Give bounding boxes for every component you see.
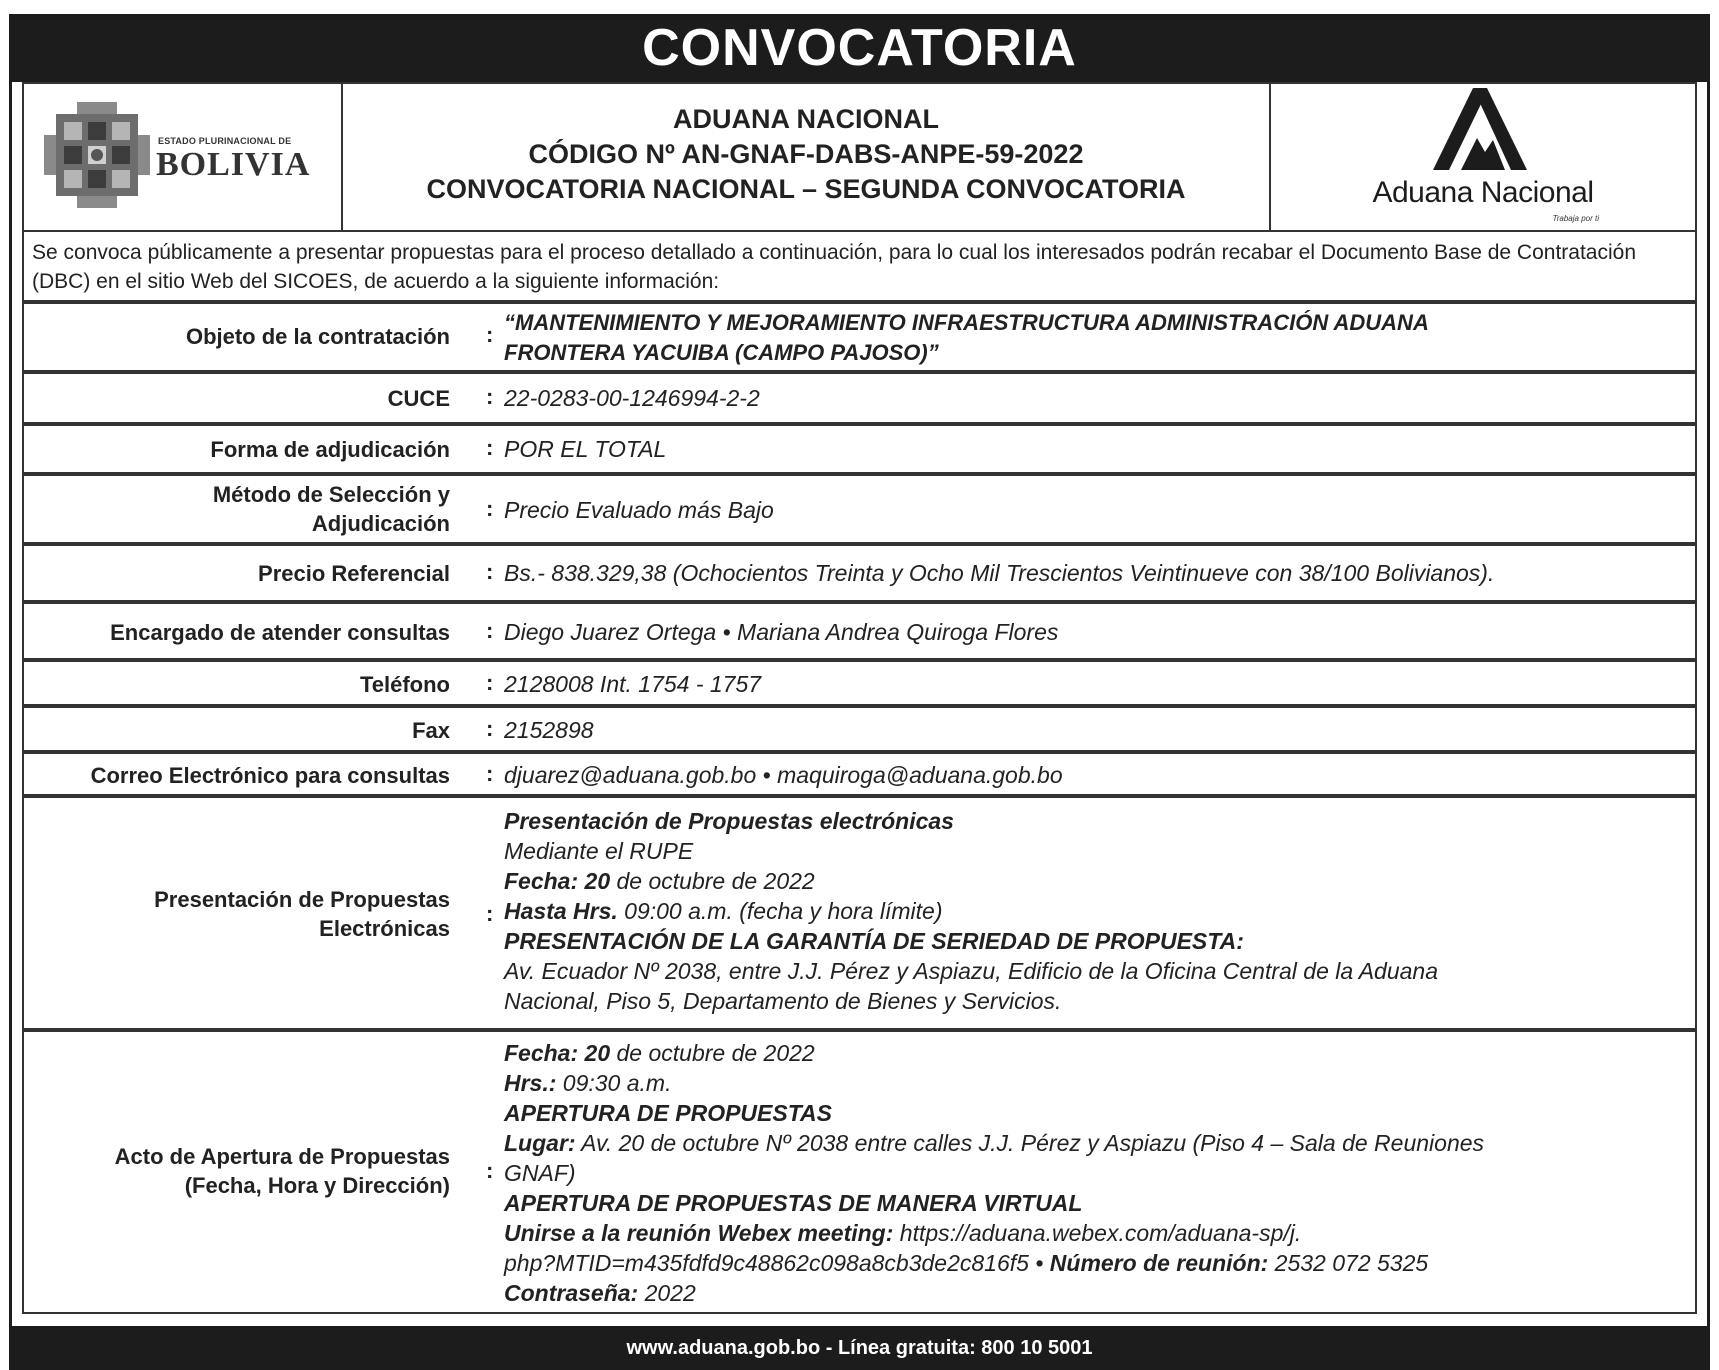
colon: : xyxy=(486,901,494,926)
apertura-webex-2: php?MTID=m435fdfd9c48862c098a8cb3de2c816f5 • Número de reunión: 2532 072 5325 xyxy=(504,1250,1429,1276)
intro-text: Se convoca públicamente a presentar propuestas para el proceso detallado a continuación, para lo cual los interesados podrán recabar el Documento Base de Contratación (DBC) en el sitio Web del SICOES, de acuerdo a la siguiente información: xyxy=(22,232,1697,302)
colon: : xyxy=(486,559,494,584)
row-objeto xyxy=(22,302,1697,372)
apertura-value xyxy=(504,1038,1689,1308)
objeto-value-line-2: FRONTERA YACUIBA (CAMPO PAJOSO)” xyxy=(504,340,939,365)
apertura-fecha: Fecha: 20 de octubre de 2022 xyxy=(504,1040,815,1066)
bolivia-big-text: BOLIVIA xyxy=(156,146,311,183)
colon: : xyxy=(486,618,494,643)
fax-label: Fax xyxy=(412,718,450,743)
row-correo xyxy=(22,752,1697,796)
metodo-label-line-1: Método de Selección y xyxy=(212,482,450,507)
header-box xyxy=(22,82,1697,232)
row-fax xyxy=(22,706,1697,752)
apertura-label-line-2: (Fecha, Hora y Dirección) xyxy=(184,1173,450,1198)
colon: : xyxy=(486,716,494,741)
presentacion-label-line-1: Presentación de Propuestas xyxy=(154,887,450,912)
apertura-heading-1: APERTURA DE PROPUESTAS xyxy=(504,1100,833,1126)
row-metodo xyxy=(22,474,1697,544)
row-cuce xyxy=(22,372,1697,424)
colon: : xyxy=(486,1158,494,1183)
presentacion-value xyxy=(504,806,1689,1016)
presentacion-hasta: Hasta Hrs. 09:00 a.m. (fecha y hora límite) xyxy=(504,898,943,924)
presentacion-fecha: Fecha: 20 de octubre de 2022 xyxy=(504,868,815,894)
cuce-value: 22-0283-00-1246994-2-2 xyxy=(504,385,760,411)
colon: : xyxy=(486,496,494,521)
objeto-label: Objeto de la contratación xyxy=(185,324,450,349)
presentacion-garantia: PRESENTACIÓN DE LA GARANTÍA DE SERIEDAD DE PROPUESTA: xyxy=(504,928,1244,954)
apertura-heading-2: APERTURA DE PROPUESTAS DE MANERA VIRTUAL xyxy=(504,1190,1083,1216)
apertura-lugar: Lugar: Av. 20 de octubre Nº 2038 entre calles J.J. Pérez y Aspiazu (Piso 4 – Sala de Reuniones xyxy=(504,1130,1485,1156)
telefono-value: 2128008 Int. 1754 - 1757 xyxy=(504,671,762,697)
precio-value: Bs.- 838.329,38 (Ochocientos Treinta y Ocho Mil Trescientos Veintinueve con 38/100 Bolivianos). xyxy=(504,560,1495,586)
bolivia-emblem-icon xyxy=(42,100,152,210)
header-line-2: CÓDIGO Nº AN-GNAF-DABS-ANPE-59-2022 xyxy=(528,139,1084,169)
header-line-1: ADUANA NACIONAL xyxy=(673,104,939,134)
header-text xyxy=(343,102,1269,207)
aduana-tagline: Trabaja por ti xyxy=(1552,214,1599,223)
metodo-value: Precio Evaluado más Bajo xyxy=(504,497,774,523)
row-forma xyxy=(22,424,1697,474)
colon: : xyxy=(486,384,494,409)
footer-text[interactable]: www.aduana.gob.bo - Línea gratuita: 800 10 5001 xyxy=(626,1337,1093,1359)
bolivia-small-text: ESTADO PLURINACIONAL DE xyxy=(158,136,292,146)
telefono-label: Teléfono xyxy=(359,672,450,697)
footer-bar xyxy=(9,1326,1710,1370)
row-apertura xyxy=(22,1030,1697,1314)
fax-value: 2152898 xyxy=(504,717,594,743)
row-presentacion xyxy=(22,796,1697,1030)
forma-label: Forma de adjudicación xyxy=(210,437,450,462)
correo-value: djuarez@aduana.gob.bo • maquiroga@aduana.gob.bo xyxy=(504,762,1063,788)
page-title: CONVOCATORIA xyxy=(642,19,1077,77)
metodo-label-line-2: Adjudicación xyxy=(311,511,450,536)
apertura-webex: Unirse a la reunión Webex meeting: https://aduana.webex.com/aduana-sp/j. xyxy=(504,1220,1302,1246)
row-telefono xyxy=(22,660,1697,706)
encargado-label: Encargado de atender consultas xyxy=(110,620,450,645)
colon: : xyxy=(486,435,494,460)
presentacion-rupe: Mediante el RUPE xyxy=(504,838,694,864)
bolivia-logo xyxy=(42,96,332,216)
apertura-label xyxy=(24,1142,450,1200)
correo-label: Correo Electrónico para consultas xyxy=(90,763,450,788)
apertura-label-line-1: Acto de Apertura de Propuestas xyxy=(114,1144,450,1169)
presentacion-heading: Presentación de Propuestas electrónicas xyxy=(504,808,954,834)
row-encargado xyxy=(22,602,1697,660)
webex-link[interactable]: https://aduana.webex.com/aduana-sp/j. xyxy=(893,1220,1302,1246)
colon: : xyxy=(486,761,494,786)
presentacion-direccion-1: Av. Ecuador Nº 2038, entre J.J. Pérez y Aspiazu, Edificio de la Oficina Central de la Aduana xyxy=(504,958,1439,984)
apertura-hrs: Hrs.: 09:30 a.m. xyxy=(504,1070,672,1096)
apertura-lugar-2: GNAF) xyxy=(504,1160,576,1186)
forma-value: POR EL TOTAL xyxy=(504,436,667,462)
colon: : xyxy=(486,322,494,347)
objeto-value xyxy=(504,308,1689,368)
aduana-name: Aduana Nacional xyxy=(1372,176,1594,209)
objeto-value-line-1: “MANTENIMIENTO Y MEJORAMIENTO INFRAESTRUCTURA ADMINISTRACIÓN ADUANA xyxy=(504,310,1429,335)
presentacion-label-line-2: Electrónicas xyxy=(319,916,450,941)
presentacion-label xyxy=(24,885,450,943)
precio-label: Precio Referencial xyxy=(258,561,450,586)
apertura-contrasena: Contraseña: 2022 xyxy=(504,1280,696,1306)
webex-link-2[interactable]: php?MTID=m435fdfd9c48862c098a8cb3de2c816f5 xyxy=(504,1250,1029,1276)
header-line-3: CONVOCATORIA NACIONAL – SEGUNDA CONVOCATORIA xyxy=(426,174,1186,204)
presentacion-direccion-2: Nacional, Piso 5, Departamento de Bienes y Servicios. xyxy=(504,988,1062,1014)
row-precio xyxy=(22,544,1697,602)
aduana-logo xyxy=(1271,84,1695,230)
cuce-label: CUCE xyxy=(387,386,450,411)
metodo-label xyxy=(24,480,450,538)
aduana-mountain-icon xyxy=(1425,86,1535,176)
encargado-value: Diego Juarez Ortega • Mariana Andrea Quiroga Flores xyxy=(504,619,1059,645)
colon: : xyxy=(486,670,494,695)
title-bar xyxy=(9,14,1710,82)
